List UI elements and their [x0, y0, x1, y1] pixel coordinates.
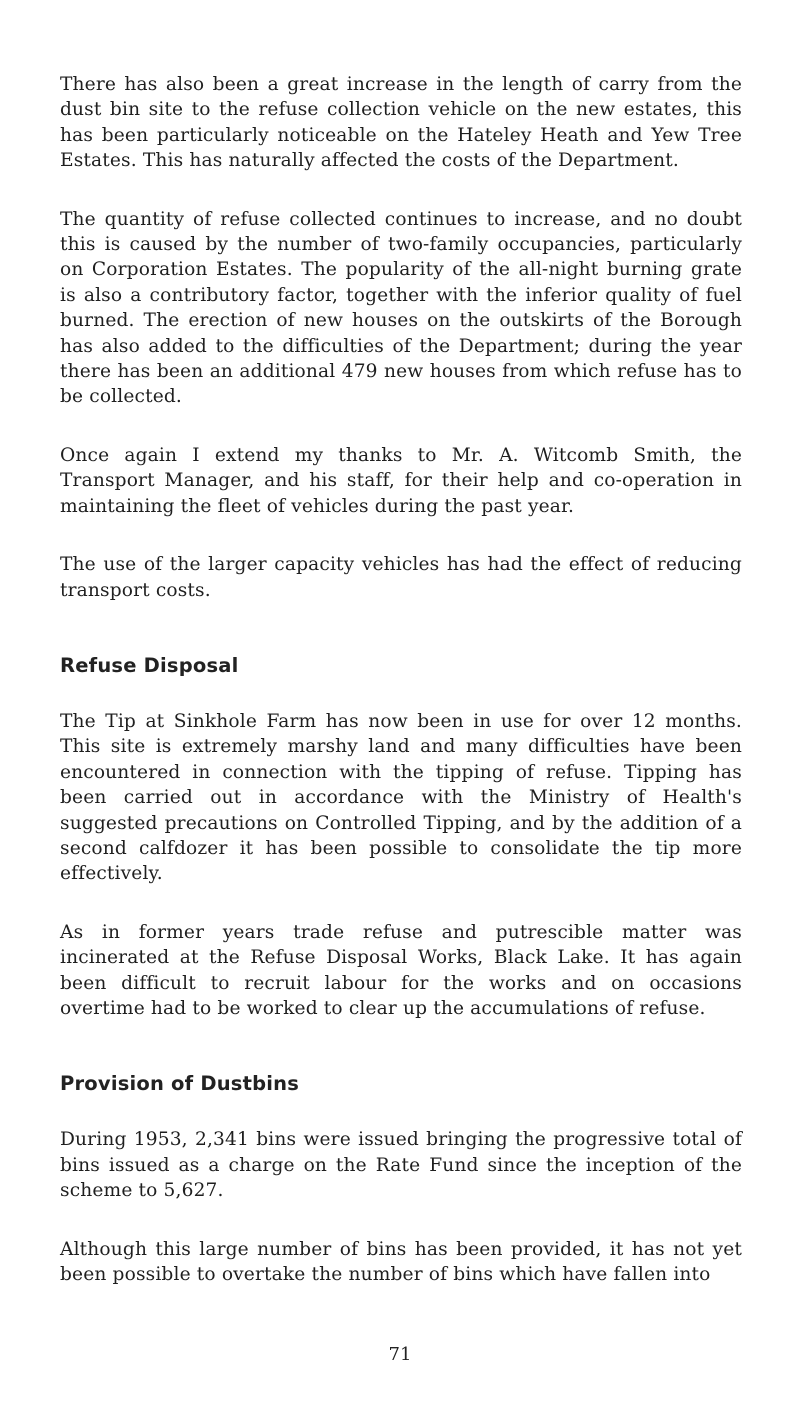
- intro-paragraph-1: There has also been a great increase in the length of carry from the dust bin site to the refuse collection vehicle on the new estates, this has been particularly noticeable on the Hateley Heath and Yew Tree Estates. This has naturally affected the costs of the Department.: [60, 74, 742, 172]
- intro-paragraph-3: Once again I extend my thanks to Mr. A. Witcomb Smith, the Transport Manager, and his staff, for their help and co-operation in maintaining the fleet of vehicles during the past year.: [60, 444, 742, 517]
- section-heading-provision-of-dustbins: Provision of Dustbins: [60, 1072, 300, 1096]
- intro-paragraph-4: The use of the larger capacity vehicles has had the effect of reducing transport costs.: [60, 554, 742, 601]
- intro-paragraph-2: The quantity of refuse collected continues to increase, and no doubt this is caused by the number of two-family occupancies, particularly on Corporation Estates. The popularity of the all-night burning grate is also a contributory factor, together with the inferior quality of fuel burned. The erection of new houses on the outskirts of the Borough has also added to the difficulties of the Department; during the year there has been an additional 479 new houses from which refuse has to be collected.: [60, 208, 742, 408]
- refuse-disposal-paragraph-1: The Tip at Sinkhole Farm has now been in use for over 12 months. This site is extremely marshy land and many difficulties have been encountered in connection with the tipping of refuse. Tipping has been carried out in accordance with the Ministry of Health's suggested precautions on Controlled Tipping, and by the addition of a second calfdozer it has been possible to consolidate the tip more effectively.: [60, 710, 742, 885]
- page-number: 71: [388, 1344, 412, 1365]
- section-heading-refuse-disposal: Refuse Disposal: [60, 653, 239, 677]
- dustbins-paragraph-2: Although this large number of bins has been provided, it has not yet been possible to overtake the number of bins which have fallen into: [60, 1238, 742, 1285]
- dustbins-paragraph-1: During 1953, 2,341 bins were issued bringing the progressive total of bins issued as a charge on the Rate Fund since the inception of the scheme to 5,627.: [60, 1129, 742, 1202]
- refuse-disposal-paragraph-2: As in former years trade refuse and putrescible matter was incinerated at the Refuse Disposal Works, Black Lake. It has again been difficult to recruit labour for the works and on occasions overtime had to be worked to clear up the accumulations of refuse.: [60, 921, 742, 1019]
- document-page: [60, 72, 742, 1287]
